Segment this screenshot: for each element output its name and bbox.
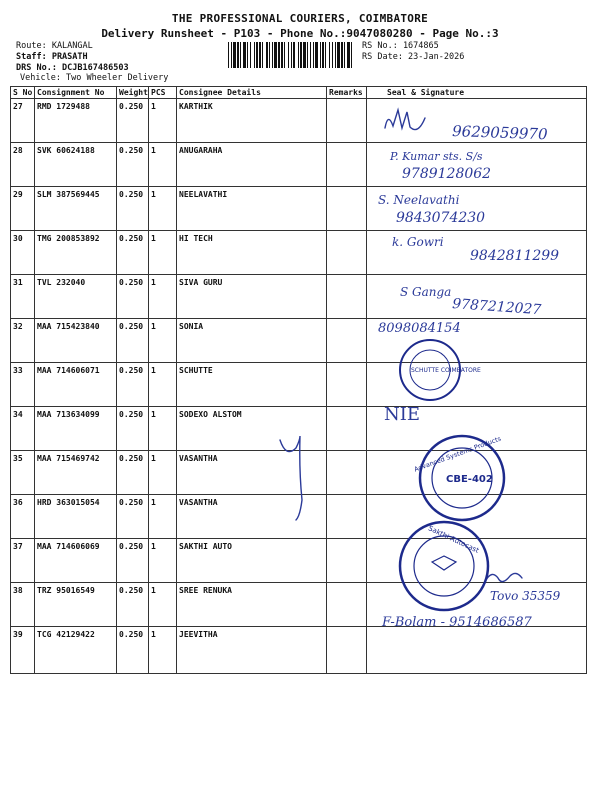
cell-consignment: MAA 714606069 <box>35 539 117 583</box>
cell-sno: 32 <box>11 319 35 363</box>
cell-sno: 35 <box>11 451 35 495</box>
cell-consignment: TVL 232040 <box>35 275 117 319</box>
cell-pcs: 1 <box>149 539 177 583</box>
cell-weight: 0.250 <box>117 319 149 363</box>
cell-sno: 31 <box>11 275 35 319</box>
col-pcs: PCS <box>149 87 177 99</box>
rs-date: RS Date: 23-Jan-2026 <box>362 52 465 62</box>
rs-number: RS No.: 1674865 <box>362 41 439 51</box>
svg-text:SCHUTTE COIMBATORE: SCHUTTE COIMBATORE <box>411 367 481 374</box>
cell-consignment: TMG 200853892 <box>35 231 117 275</box>
cell-consignment: TRZ 95016549 <box>35 583 117 627</box>
handwriting-r32: 8098084154 <box>378 321 461 336</box>
col-sno: S No <box>11 87 35 99</box>
vehicle-label: Vehicle: Two Wheeler Delivery <box>20 73 169 83</box>
svg-text:CBE-402: CBE-402 <box>446 474 493 485</box>
cell-pcs: 1 <box>149 495 177 539</box>
cell-weight: 0.250 <box>117 99 149 143</box>
cell-consignee: VASANTHA <box>177 495 327 539</box>
handwriting-r38: Tovo 35359 <box>490 589 561 603</box>
cell-consignment: HRD 363015054 <box>35 495 117 539</box>
cell-consignee: SONIA <box>177 319 327 363</box>
cell-consignment: MAA 715423840 <box>35 319 117 363</box>
cell-pcs: 1 <box>149 187 177 231</box>
cell-pcs: 1 <box>149 363 177 407</box>
handwriting-r34: NIE <box>384 404 420 425</box>
cell-consignment: SVK 60624188 <box>35 143 117 187</box>
handwriting-r28b: 9789128062 <box>402 166 492 182</box>
cell-pcs: 1 <box>149 319 177 363</box>
cell-weight: 0.250 <box>117 495 149 539</box>
cell-consignment: MAA 713634099 <box>35 407 117 451</box>
stamp-schutte <box>400 340 481 400</box>
col-consignee: Consignee Details <box>177 87 327 99</box>
handwriting-r29a: S. Neelavathi <box>378 193 460 207</box>
cell-consignment: SLM 387569445 <box>35 187 117 231</box>
handwriting-r27: 9629059970 <box>451 122 548 144</box>
cell-consignee: KARTHIK <box>177 99 327 143</box>
staff-label: Staff: PRASATH <box>16 52 88 62</box>
cell-pcs: 1 <box>149 451 177 495</box>
svg-text:Sakthi Autocast: Sakthi Autocast <box>426 524 481 555</box>
cell-consignee: HI TECH <box>177 231 327 275</box>
cell-pcs: 1 <box>149 407 177 451</box>
cell-consignee: ANUGARAHA <box>177 143 327 187</box>
cell-consignee: SAKTHI AUTO <box>177 539 327 583</box>
cell-pcs: 1 <box>149 583 177 627</box>
cell-weight: 0.250 <box>117 451 149 495</box>
col-remarks: Remarks <box>327 87 367 99</box>
stamp-advanced-systems <box>413 434 504 520</box>
handwriting-r28a: P. Kumar sts. S/s <box>390 150 483 163</box>
signature-scribble <box>280 436 302 520</box>
cell-consignment: MAA 715469742 <box>35 451 117 495</box>
cell-consignee: SODEXO ALSTOM <box>177 407 327 451</box>
cell-consignee: NEELAVATHI <box>177 187 327 231</box>
route-label: Route: KALANGAL <box>16 41 93 51</box>
cell-pcs: 1 <box>149 627 177 674</box>
cell-weight: 0.250 <box>117 187 149 231</box>
cell-sno: 29 <box>11 187 35 231</box>
cell-weight: 0.250 <box>117 627 149 674</box>
handwriting-r29b: 9843074230 <box>396 210 486 226</box>
company-title: THE PROFESSIONAL COURIERS, COIMBATORE <box>171 12 429 25</box>
cell-weight: 0.250 <box>117 231 149 275</box>
cell-sno: 28 <box>11 143 35 187</box>
cell-consignee: JEEVITHA <box>177 627 327 674</box>
cell-weight: 0.250 <box>117 143 149 187</box>
cell-weight: 0.250 <box>117 539 149 583</box>
handwriting-r30b: 9842811299 <box>470 248 560 264</box>
cell-pcs: 1 <box>149 231 177 275</box>
cell-consignee: SCHUTTE <box>177 363 327 407</box>
cell-weight: 0.250 <box>117 363 149 407</box>
cell-sno: 39 <box>11 627 35 674</box>
cell-pcs: 1 <box>149 99 177 143</box>
cell-consignee: SIVA GURU <box>177 275 327 319</box>
cell-sno: 33 <box>11 363 35 407</box>
cell-consignment: RMD 1729488 <box>35 99 117 143</box>
cell-consignee: VASANTHA <box>177 451 327 495</box>
drs-label: DRS No.: DCJB167486503 <box>16 63 129 73</box>
handwriting-r31a: S Ganga <box>400 285 452 299</box>
handwriting-r30a: k. Gowri <box>392 235 444 249</box>
signature-scribble <box>486 573 522 581</box>
cell-sno: 36 <box>11 495 35 539</box>
cell-sno: 34 <box>11 407 35 451</box>
cell-pcs: 1 <box>149 143 177 187</box>
cell-sno: 27 <box>11 99 35 143</box>
col-consignment: Consignment No <box>35 87 117 99</box>
cell-sno: 30 <box>11 231 35 275</box>
cell-weight: 0.250 <box>117 275 149 319</box>
runsheet-subtitle: Delivery Runsheet - P103 - Phone No.:9047080280 - Page No.:3 <box>101 27 499 40</box>
stamp-sakthi <box>400 522 488 610</box>
handwriting-r39: F-Bolam - 9514686587 <box>382 615 532 630</box>
handwriting-r31b: 9787212027 <box>451 296 542 319</box>
cell-weight: 0.250 <box>117 583 149 627</box>
cell-sno: 37 <box>11 539 35 583</box>
svg-text:Advanced Systems Products: Advanced Systems Products <box>412 434 503 474</box>
cell-sno: 38 <box>11 583 35 627</box>
cell-consignment: MAA 714606071 <box>35 363 117 407</box>
signature-scribble <box>385 110 425 130</box>
cell-consignee: SREE RENUKA <box>177 583 327 627</box>
cell-consignment: TCG 42129422 <box>35 627 117 674</box>
cell-pcs: 1 <box>149 275 177 319</box>
col-weight: Weight <box>117 87 149 99</box>
cell-weight: 0.250 <box>117 407 149 451</box>
col-seal: Seal & Signature <box>367 87 587 99</box>
